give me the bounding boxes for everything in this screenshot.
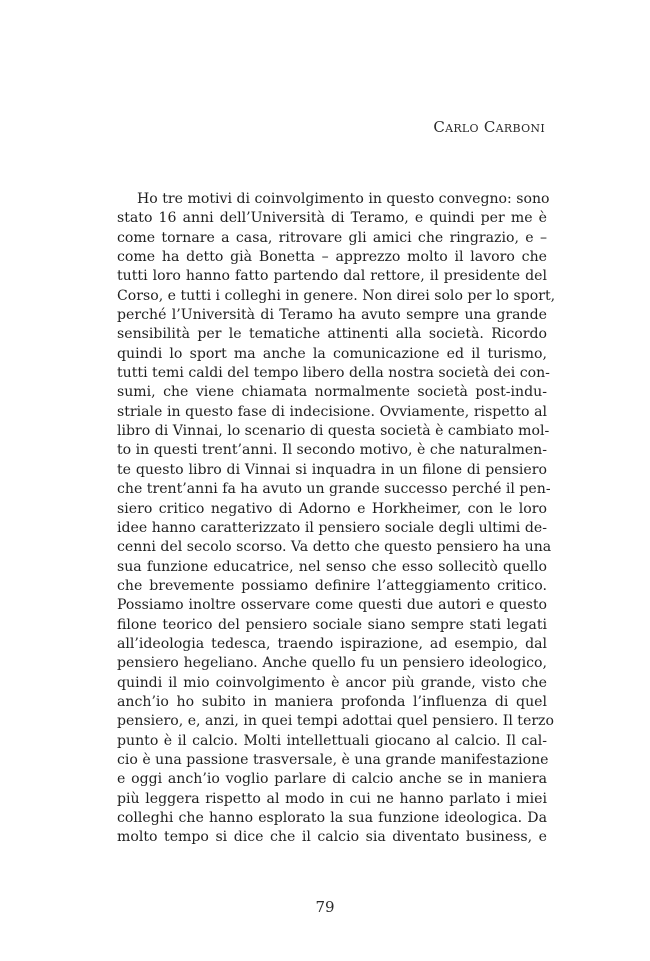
- text-line: come tornare a casa, ritrovare gli amici che ringrazio, e –: [117, 229, 547, 246]
- text-line: molto tempo si dice che il calcio sia diventato business, e: [117, 829, 547, 846]
- text-line: sensibilità per le tematiche attinenti alla società. Ricordo: [117, 326, 547, 343]
- text-line: sumi, che viene chiamata normalmente società post-indu-: [117, 384, 547, 401]
- text-line: striale in questo fase di indecisione. Ovviamente, rispetto al: [117, 403, 547, 420]
- text-line: pensiero, e, anzi, in quei tempi adottai quel pensiero. Il terzo: [117, 713, 554, 730]
- text-line: quindi lo sport ma anche la comunicazione ed il turismo,: [117, 345, 547, 362]
- text-line: libro di Vinnai, lo scenario di questa società è cambiato mol-: [117, 423, 550, 440]
- text-line: filone teorico del pensiero sociale siano sempre stati legati: [117, 616, 547, 633]
- text-line: tutti temi caldi del tempo libero della nostra società dei con-: [117, 365, 550, 382]
- text-line: siero critico negativo di Adorno e Horkheimer, con le loro: [117, 500, 547, 517]
- text-line: quindi il mio coinvolgimento è ancor più grande, visto che: [117, 674, 547, 691]
- text-line: sua funzione educatrice, nel senso che esso sollecitò quello: [117, 558, 547, 575]
- text-line: più leggera rispetto al modo in cui ne hanno parlato i miei: [117, 790, 547, 807]
- text-line: stato 16 anni dell’Università di Teramo, e quindi per me è: [117, 210, 547, 227]
- text-line: colleghi che hanno esplorato la sua funzione ideologica. Da: [117, 810, 547, 826]
- text-line: che trent’anni fa ha avuto un grande successo perché il pen-: [117, 481, 551, 498]
- page-number: 79: [315, 898, 335, 916]
- text-line: come ha detto già Bonetta – apprezzo molto il lavoro che: [117, 249, 547, 266]
- text-line: cio è una passione trasversale, è una grande manifestazione: [117, 751, 549, 768]
- text-line: Corso, e tutti i colleghi in genere. Non direi solo per lo sport,: [117, 287, 556, 304]
- text-line: Ho tre motivi di coinvolgimento in questo convegno: sono: [137, 191, 550, 207]
- text-line: all’ideologia tedesca, traendo ispirazione, ad esempio, dal: [117, 635, 547, 652]
- text-line: tutti loro hanno fatto partendo dal rettore, il presidente del: [117, 268, 547, 285]
- running-head-author: Carlo Carboni: [433, 118, 545, 136]
- text-line: e oggi anch’io voglio parlare di calcio anche se in maniera: [117, 771, 547, 788]
- text-line: che brevemente possiamo definire l’atteggiamento critico.: [117, 577, 547, 594]
- body-paragraph: [117, 190, 556, 848]
- text-line: punto è il calcio. Molti intellettuali giocano al calcio. Il cal-: [117, 732, 547, 749]
- text-line: cenni del secolo scorso. Va detto che questo pensiero ha una: [117, 539, 552, 556]
- text-line: to in questi trent’anni. Il secondo motivo, è che naturalmen-: [117, 442, 548, 459]
- text-line: anch’io ho subito in maniera profonda l’influenza di quel: [117, 693, 547, 710]
- text-line: idee hanno caratterizzato il pensiero sociale degli ultimi de-: [117, 519, 547, 536]
- text-line: Possiamo inoltre osservare come questi due autori e questo: [117, 597, 547, 614]
- text-line: pensiero hegeliano. Anche quello fu un pensiero ideologico,: [117, 655, 547, 672]
- text-line: perché l’Università di Teramo ha avuto sempre una grande: [117, 307, 547, 324]
- text-line: te questo libro di Vinnai si inquadra in un filone di pensiero: [117, 461, 547, 478]
